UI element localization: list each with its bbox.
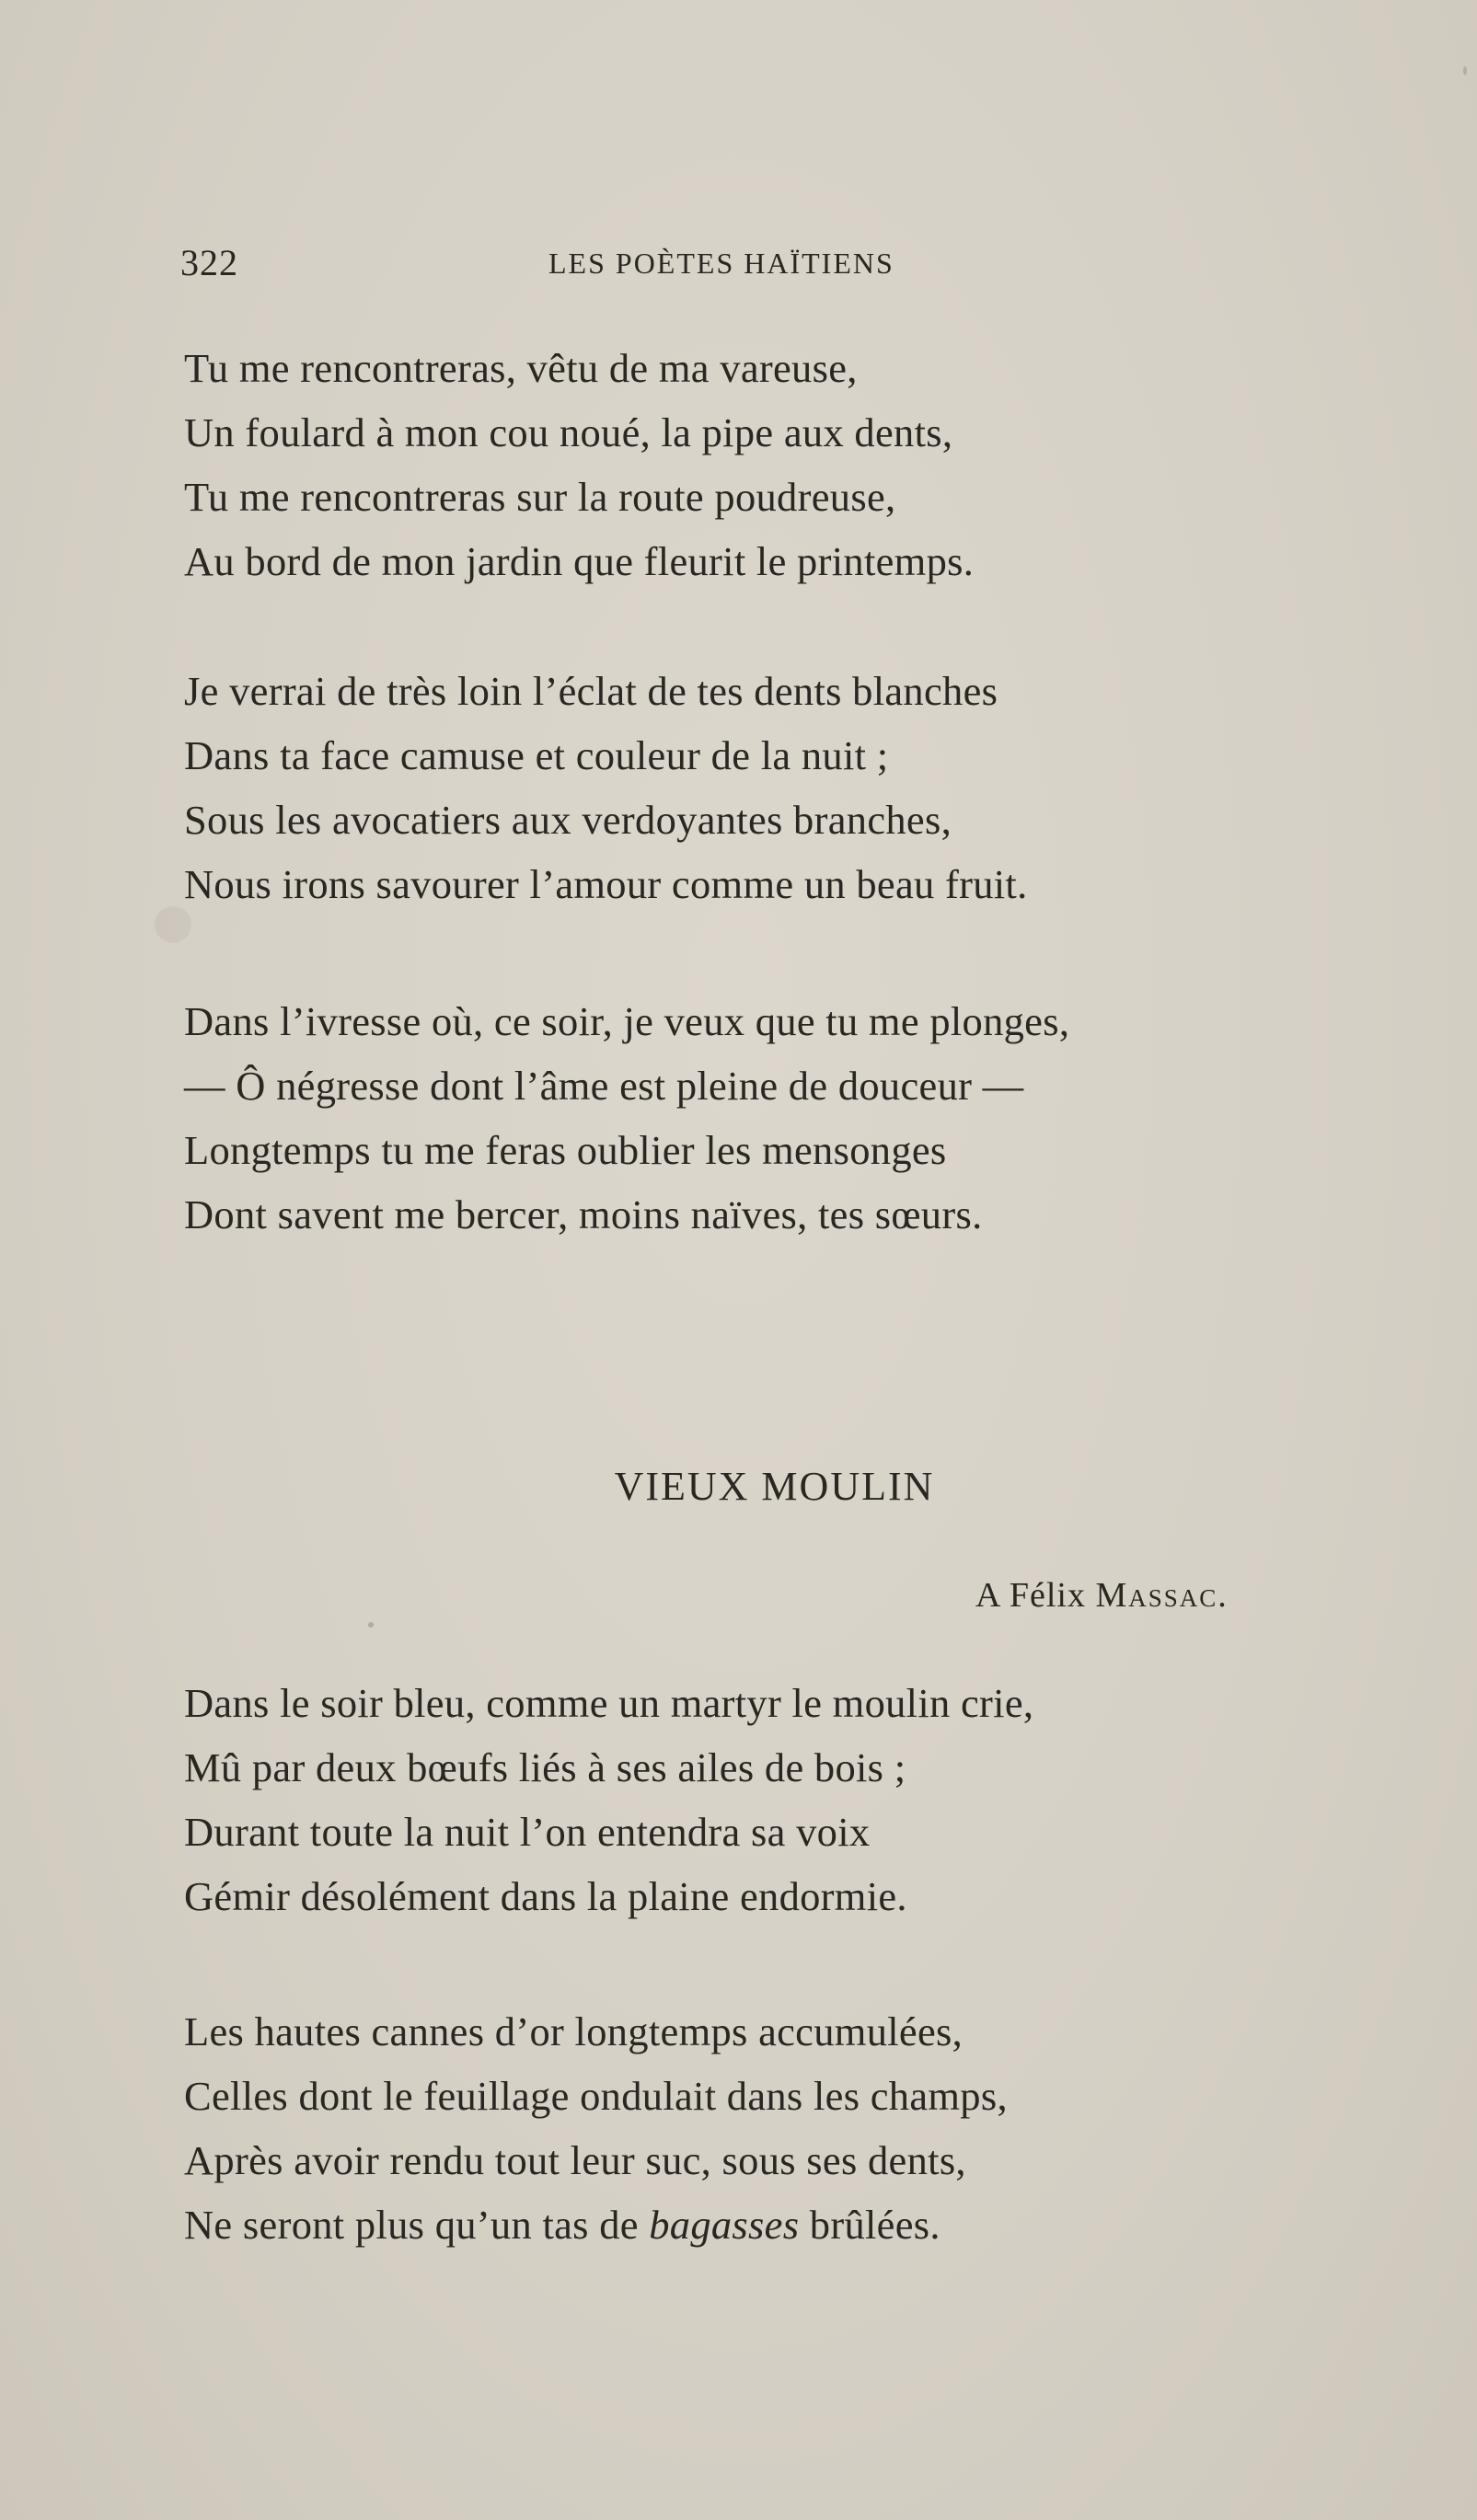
verse-line: Les hautes cannes d’or longtemps accumulées, (184, 2008, 964, 2054)
poem-title (0, 1463, 1477, 1510)
dedication-name: Massac. (1095, 1576, 1229, 1615)
verse-text: brûlées. (809, 2202, 940, 2248)
verse-line: Sous les avocatiers aux verdoyantes branches, (184, 797, 952, 843)
stanza-4 (184, 1671, 1325, 1928)
verse-line: Je verrai de très loin l’éclat de tes dents blanches (184, 668, 998, 714)
verse-line: Au bord de mon jardin que fleurit le printemps. (184, 538, 975, 584)
stanza-3 (184, 989, 1325, 1247)
verse-line: Dans le soir bleu, comme un martyr le moulin crie, (184, 1680, 1034, 1726)
verse-line: Durant toute la nuit l’on entendra sa voix (184, 1809, 871, 1855)
verse-line: Dont savent me bercer, moins naïves, tes sœurs. (184, 1191, 983, 1237)
verse-line: — Ô négresse dont l’âme est pleine de douceur — (184, 1063, 1024, 1109)
verse-line: Après avoir rendu tout leur suc, sous ses dents, (184, 2137, 966, 2183)
page-number: 322 (180, 242, 238, 283)
verse-line: Mû par deux bœufs liés à ses ailes de bois ; (184, 1744, 906, 1790)
stanza-2 (184, 659, 1325, 916)
verse-line: Celles dont le feuillage ondulait dans les champs, (184, 2073, 1008, 2119)
verse-line: Dans l’ivresse où, ce soir, je veux que tu me plonges, (184, 998, 1070, 1044)
paper-speck (368, 1622, 374, 1628)
verse-line: Longtemps tu me feras oublier les mensonges (184, 1127, 947, 1173)
poem-title-text: VIEUX MOULIN (614, 1464, 935, 1509)
paper-speck (155, 906, 191, 943)
running-title: LES POÈTES HAÏTIENS (548, 247, 894, 280)
stanza-1 (184, 336, 1067, 593)
verse-line: Un foulard à mon cou noué, la pipe aux dents, (184, 409, 953, 455)
verse-text: Ne seront plus qu’un tas de (184, 2202, 650, 2248)
verse-line: Gémir désolément dans la plaine endormie. (184, 1873, 907, 1919)
paper-speck (1463, 66, 1467, 75)
page-header (180, 241, 1303, 296)
stanza-5 (184, 1999, 1325, 2257)
italic-word: bagasses (649, 2202, 800, 2248)
dedication-prefix: A Félix (975, 1576, 1096, 1615)
verse-line (184, 2192, 1325, 2257)
verse-line: Nous irons savourer l’amour comme un beau fruit. (184, 861, 1028, 907)
verse-line: Dans ta face camuse et couleur de la nuit ; (184, 732, 889, 778)
verse-line: Tu me rencontreras sur la route poudreuse, (184, 474, 896, 520)
verse-line: Tu me rencontreras, vêtu de ma vareuse, (184, 345, 858, 391)
dedication (975, 1575, 1229, 1616)
